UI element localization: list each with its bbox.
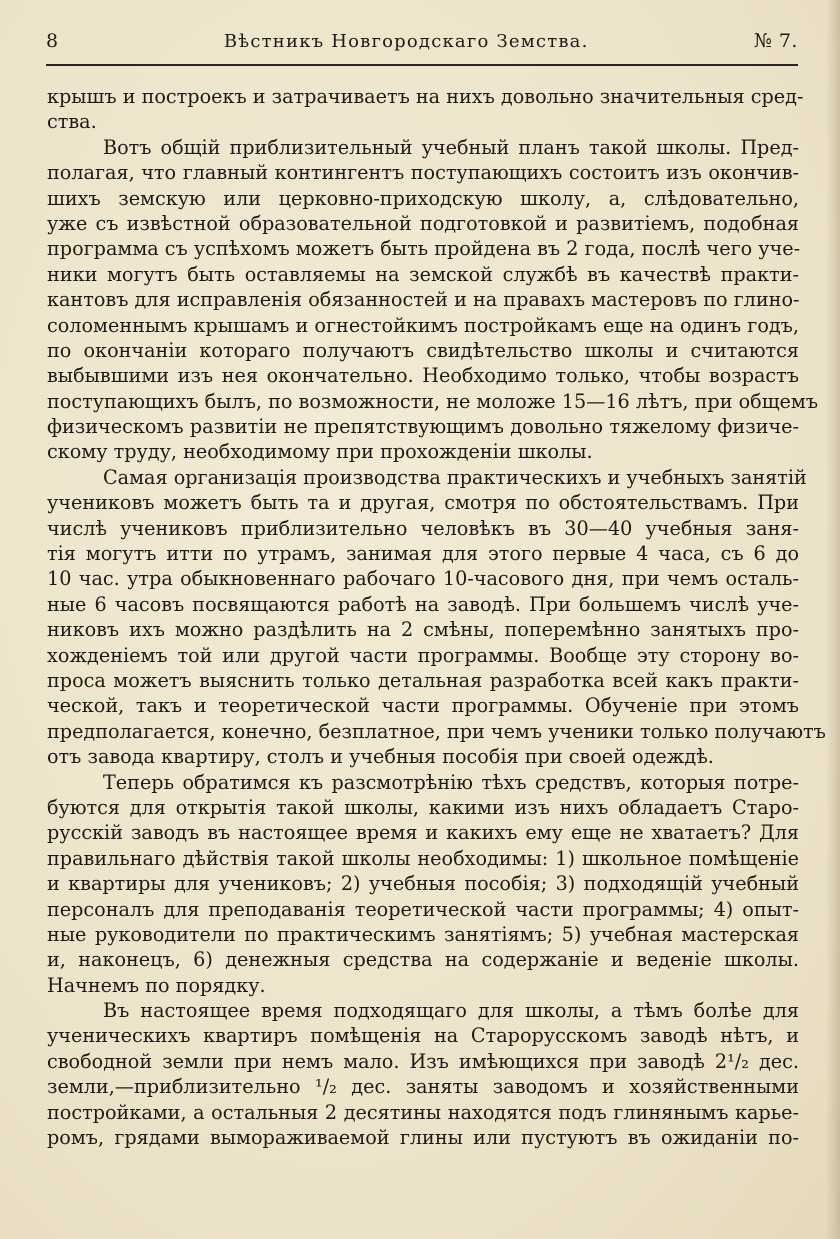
text-line: поступающихъ былъ, по возможности, не моложе 15—16 лѣтъ, при общемъ (47, 389, 819, 413)
text-line: ромъ, грядами вымораживаемой глины или пустуютъ въ ожиданіи по- (47, 1126, 799, 1150)
text-line: никовъ ихъ можно раздѣлить на 2 смѣны, поперемѣнно занятыхъ про- (47, 618, 799, 642)
text-line: крышъ и построекъ и затрачиваетъ на нихъ довольно значительныя сред- (47, 85, 804, 108)
header-rule (46, 64, 798, 66)
text-line: числѣ учениковъ приблизительно человѣкъ въ 30—40 учебныя заня- (47, 516, 799, 540)
text-line: Въ настоящее время подходящаго для школы, а тѣмъ болѣе для (103, 999, 799, 1023)
text-line: соломеннымъ крышамъ и огнестойкимъ постройкамъ еще на одинъ годъ, (47, 313, 799, 337)
text-line: программа съ успѣхомъ можетъ быть пройдена въ 2 года, послѣ чего уче- (47, 237, 801, 261)
text-line: Самая организація производства практическихъ и учебныхъ занятій (103, 465, 807, 489)
text-line: по окончаніи котораго получаютъ свидѣтельство школы и считаются (47, 338, 799, 362)
page-edge-shadow (826, 0, 840, 1239)
text-line: постройками, а остальныя 2 десятины находятся подъ глинянымъ карье- (47, 1100, 799, 1124)
text-line: русскій заводъ въ настоящее время и какихъ ему еще не хватаетъ? Для (47, 821, 799, 845)
text-line: Теперь обратимся къ разсмотрѣнію тѣхъ средствъ, которыя потре- (103, 770, 799, 794)
text-line: полагая, что главный контингентъ поступающихъ состоитъ изъ окончив- (47, 161, 799, 185)
text-line: кантовъ для исправленія обязанностей и на правахъ мастеровъ по глино- (47, 288, 800, 312)
text-line: Начнемъ по порядку. (47, 973, 266, 997)
issue-number: № 7. (753, 30, 798, 52)
text-line: тія могутъ итти по утрамъ, занимая для этого первые 4 часа, съ 6 до (47, 542, 799, 566)
body-text (47, 84, 826, 1150)
text-line: хожденіемъ той или другой части программы. Вообще эту сторону во- (47, 643, 799, 667)
text-line: отъ завода квартиру, столъ и учебныя пособія при своей одеждѣ. (47, 745, 714, 769)
text-line: ученическихъ квартиръ помѣщенія на Старорусскомъ заводѣ нѣтъ, и (47, 1024, 799, 1048)
text-line: и, наконецъ, 6) денежныя средства на содержаніе и веденіе школы. (47, 948, 799, 972)
text-line: уже съ извѣстной образовательной подготовкой и развитіемъ, подобная (47, 211, 799, 235)
running-header (46, 30, 798, 66)
text-line: скому труду, необходимому при прохожденіи школы. (47, 440, 593, 464)
text-line: ники могутъ быть оставляемы на земской службѣ въ качествѣ практи- (47, 262, 799, 286)
text-line: ческой, такъ и теоретической части программы. Обученіе при этомъ (47, 694, 799, 718)
text-line: шихъ земскую или церковно-приходскую школу, а, слѣдовательно, (47, 186, 799, 210)
page-number: 8 (46, 30, 59, 52)
text-line: правильнаго дѣйствія такой школы необходимы: 1) школьное помѣщеніе (47, 846, 799, 870)
text-line: учениковъ можетъ быть та и другая, смотря по обстоятельствамъ. При (47, 491, 799, 515)
text-line: физическомъ развитіи не препятствующимъ довольно тяжелому физиче- (47, 415, 799, 439)
text-line: ства. (47, 110, 97, 134)
text-line: свободной земли при немъ мало. Изъ имѣющихся при заводѣ 2¹/₂ дес. (47, 1049, 799, 1073)
text-line: проса можетъ выяснить только детальная разработка всей какъ практи- (47, 668, 799, 692)
text-line: ные руководители по практическимъ занятіямъ; 5) учебная мастерская (47, 922, 799, 946)
text-line: выбывшими изъ нея окончательно. Необходимо только, чтобы возрастъ (47, 364, 799, 388)
text-line: земли,—приблизительно ¹/₂ дес. заняты заводомъ и хозяйственными (47, 1075, 799, 1099)
text-line: буются для открытія такой школы, какими изъ нихъ обладаетъ Старо- (47, 795, 799, 819)
text-line: Вотъ общій приблизительный учебный планъ такой школы. Пред- (103, 135, 799, 159)
text-line: персоналъ для преподаванія теоретической части программы; 4) опыт- (47, 897, 799, 921)
text-line: 10 час. утра обыкновеннаго рабочаго 10-часового дня, при чемъ осталь- (47, 567, 799, 591)
text-line: предполагается, конечно, безплатное, при чемъ ученики только получаютъ (47, 719, 826, 743)
text-line: ные 6 часовъ посвящаются работѣ на заводѣ. При большемъ числѣ уче- (47, 592, 799, 616)
text-line: и квартиры для учениковъ; 2) учебныя пособія; 3) подходящій учебный (47, 872, 799, 896)
journal-title: Вѣстникъ Новгородскаго Земства. (223, 31, 589, 52)
